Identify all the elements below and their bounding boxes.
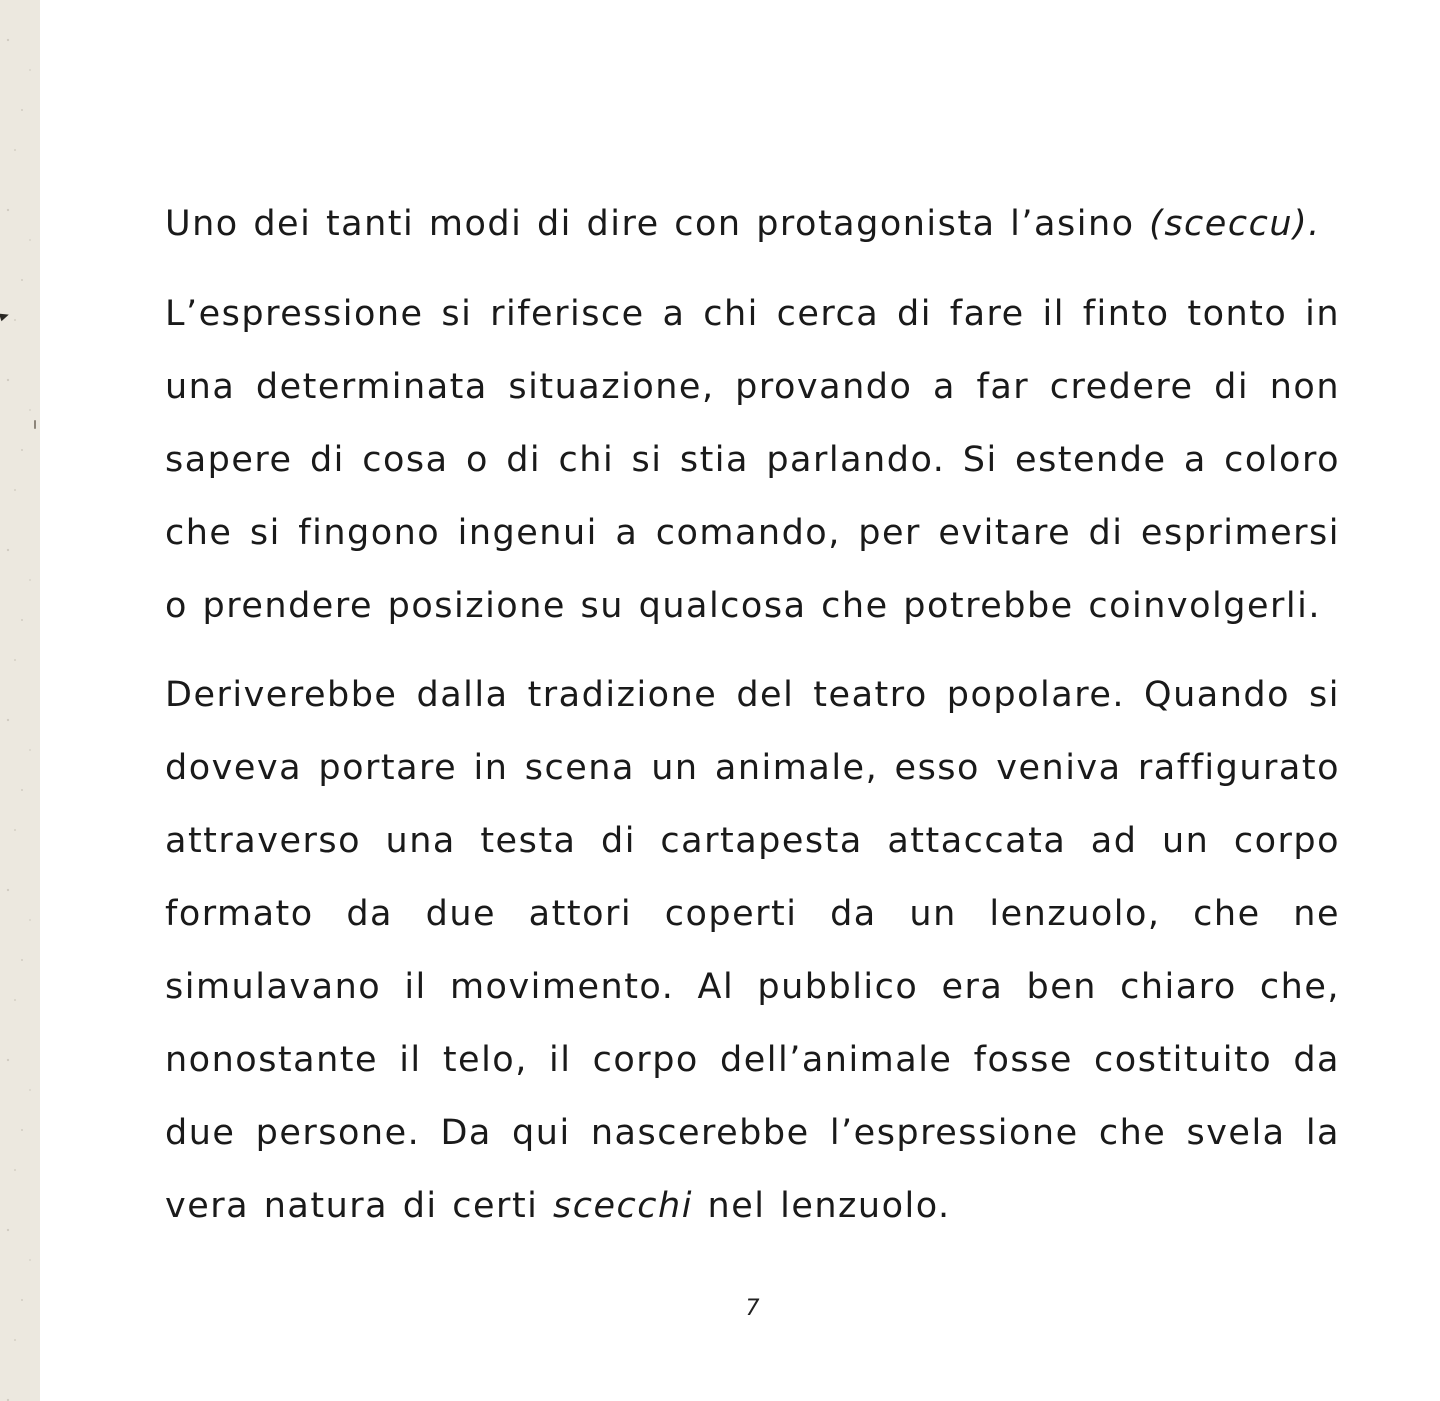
edge-mark-small (34, 420, 36, 429)
paragraph-intro-italic: (sceccu). (1149, 204, 1321, 244)
paragraph-origin-italic: scecchi (553, 1186, 693, 1226)
paragraph-meaning-text: L’espressione si riferisce a chi cerca di fare il finto tonto in una determinata situazione, provando a far credere di non sapere di cosa o di chi si stia parlando. Si estende a coloro che si fingono ingenui a comando, per evitare di esprimersi o prendere posizione su qualcosa che potrebbe coinvolgerli. (165, 294, 1340, 626)
paragraph-origin (165, 659, 1340, 1243)
paper-edge-texture (0, 0, 40, 1401)
body-text (165, 186, 1340, 1243)
page-number: 7 (745, 1296, 760, 1321)
paragraph-intro-text: Uno dei tanti modi di dire con protagonista l’asino (165, 204, 1150, 244)
book-page (40, 0, 1440, 1401)
paragraph-origin-text: Deriverebbe dalla tradizione del teatro popolare. Quando si doveva portare in scena un animale, esso veniva raffigurato attraverso una testa di cartapesta attaccata ad un corpo formato da due attori coperti da un lenzuolo, che ne simulavano il movimento. Al pubblico era ben chiaro che, nonostante il telo, il corpo dell’animale fosse costituito da due persone. Da qui nascerebbe l’espressione che svela la vera natura di certi (165, 675, 1340, 1226)
paragraph-intro (165, 186, 1340, 262)
paragraph-origin-text-end: nel lenzuolo. (692, 1186, 951, 1226)
paragraph-meaning (165, 278, 1340, 643)
